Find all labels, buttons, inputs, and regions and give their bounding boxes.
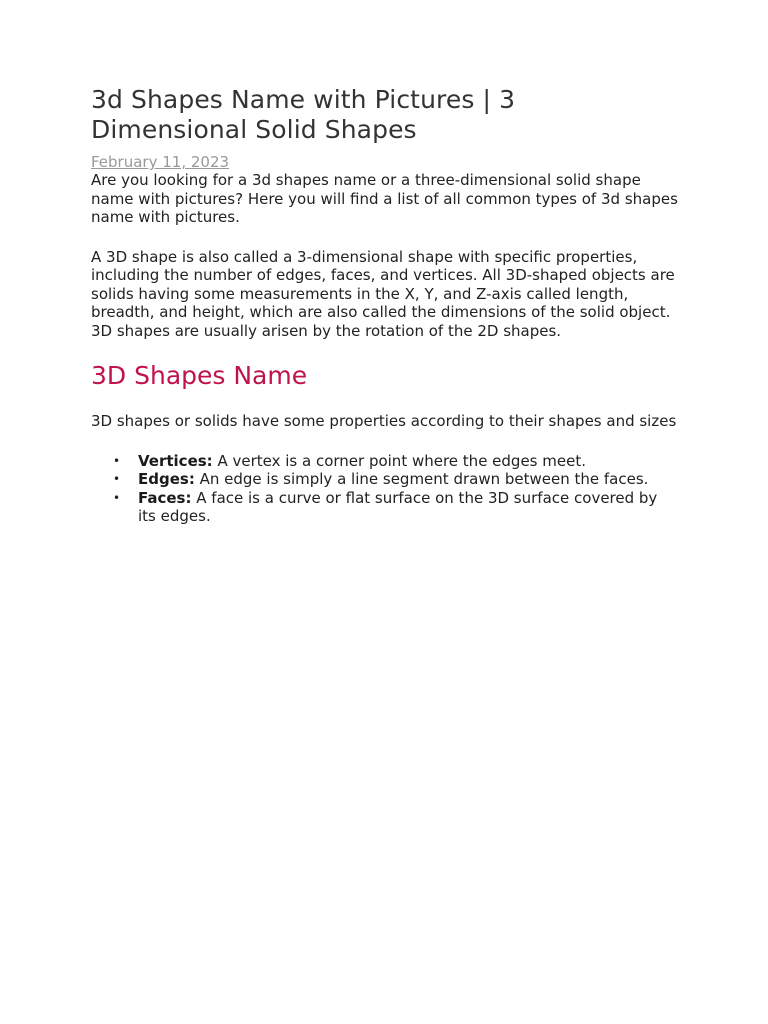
definition-paragraph: A 3D shape is also called a 3-dimensional shape with specific properties, including the number of edges, faces, and vertices. All 3D-shaped objects are solids having some measurements in the X, Y, and Z-axis called length, breadth, and height, which are also called the dimensions of the solid object. 3D shapes are usually arisen by the rotation of the 2D shapes. [91, 247, 675, 340]
post-date-link[interactable]: February 11, 2023 [91, 153, 230, 171]
property-description: An edge is simply a line segment drawn between the faces. [194, 470, 649, 488]
properties-list [91, 452, 678, 526]
bullet-icon: • [113, 472, 121, 486]
property-description: A face is a curve or flat surface on the 3D surface covered by its edges. [138, 488, 658, 525]
property-term: Faces: [138, 488, 192, 507]
intro-paragraph: Are you looking for a 3d shapes name or a three-dimensional solid shape name with pictures? Here you will find a list of all common types of 3d shapes name with pictures. [91, 171, 678, 226]
list-item-vertices [113, 451, 678, 471]
section-intro-paragraph: 3D shapes or solids have some properties according to their shapes and sizes [91, 412, 677, 430]
property-description: A vertex is a corner point where the edges meet. [212, 451, 586, 470]
property-term: Vertices: [138, 451, 213, 470]
page-title: 3d Shapes Name with Pictures | 3 Dimensional Solid Shapes [91, 85, 516, 144]
bullet-icon: • [113, 453, 121, 468]
list-item-edges [113, 470, 678, 489]
property-term: Edges: [138, 470, 195, 488]
list-item-faces [113, 488, 678, 526]
section-heading: 3D Shapes Name [91, 361, 308, 390]
bullet-icon: • [113, 490, 121, 505]
